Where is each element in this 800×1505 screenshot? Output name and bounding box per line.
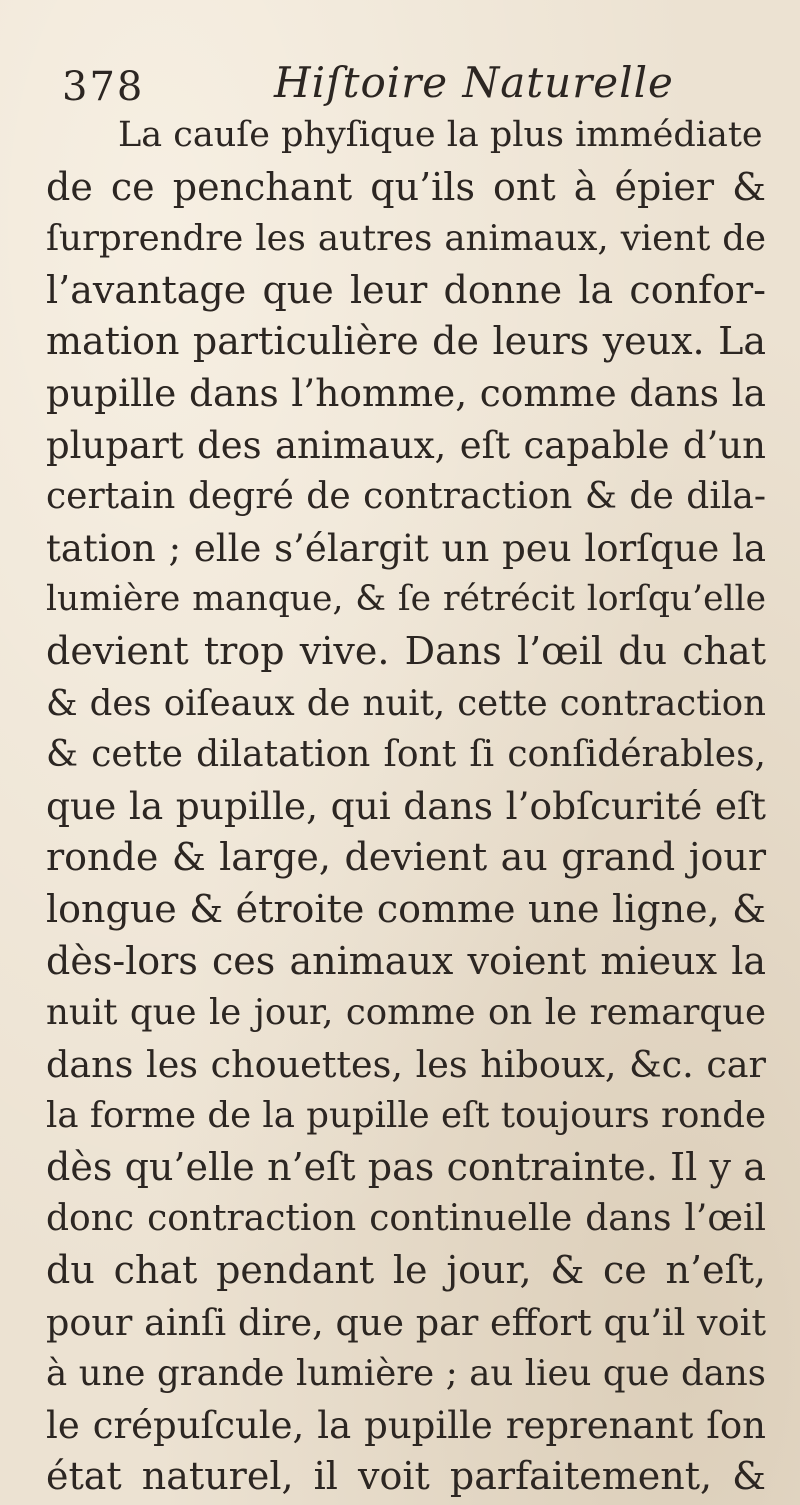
text-line: du chat pendant le jour, & ce n’eſt,	[46, 1248, 766, 1293]
text-line: plupart des animaux, eſt capable d’un	[46, 423, 766, 467]
text-line: devient trop vive. Dans l’œil du chat	[46, 628, 766, 673]
text-line: dès-lors ces animaux voient mieux la	[46, 938, 766, 983]
text-line: certain degré de contraction & de dila-	[46, 476, 766, 518]
text-line: pupille dans l’homme, comme dans la	[46, 370, 766, 415]
text-line: pour ainſi dire, que par effort qu’il voit	[46, 1300, 766, 1344]
text-line: à une grande lumière ; au lieu que dans	[46, 1353, 766, 1395]
body-text	[46, 110, 766, 1503]
text-line: donc contraction continuelle dans l’œil	[46, 1198, 766, 1240]
text-line: de ce penchant qu’ils ont à épier &	[46, 164, 766, 209]
text-line: longue & étroite comme une ligne, &	[46, 886, 766, 931]
text-line: ronde & large, devient au grand jour	[46, 835, 766, 880]
running-title: Hiſtoire Naturelle	[274, 58, 674, 107]
text-line: que la pupille, qui dans l’obſcurité eſt	[46, 783, 766, 828]
text-line: nuit que le jour, comme on le remarque	[46, 992, 766, 1034]
text-line: tation ; elle s’élargit un peu lorſque la	[46, 526, 766, 570]
text-line: dans les chouettes, les hiboux, &c. car	[46, 1042, 766, 1086]
text-line: & des oiſeaux de nuit, cette contraction	[46, 682, 766, 724]
text-line: dès qu’elle n’eſt pas contrainte. Il y a	[46, 1144, 766, 1189]
text-line: l’avantage que leur donne la confor-	[46, 267, 766, 312]
text-line: la forme de la pupille eſt toujours ronde	[46, 1095, 766, 1137]
text-line: lumière manque, & ſe rétrécit lorſqu’elle	[46, 579, 766, 620]
text-line: ſurprendre les autres animaux, vient de	[46, 218, 766, 260]
text-line: La cauſe phyſique la plus immédiate	[118, 115, 763, 155]
text-line: le crépuſcule, la pupille reprenant ſon	[46, 1403, 766, 1447]
page-number: 378	[62, 64, 145, 110]
page-header	[62, 58, 762, 114]
text-line: & cette dilatation ſont ſi conſidérables,	[46, 734, 766, 776]
text-line: mation particulière de leurs yeux. La	[46, 319, 766, 364]
text-line: état naturel, il voit parfaitement, &	[46, 1454, 766, 1499]
